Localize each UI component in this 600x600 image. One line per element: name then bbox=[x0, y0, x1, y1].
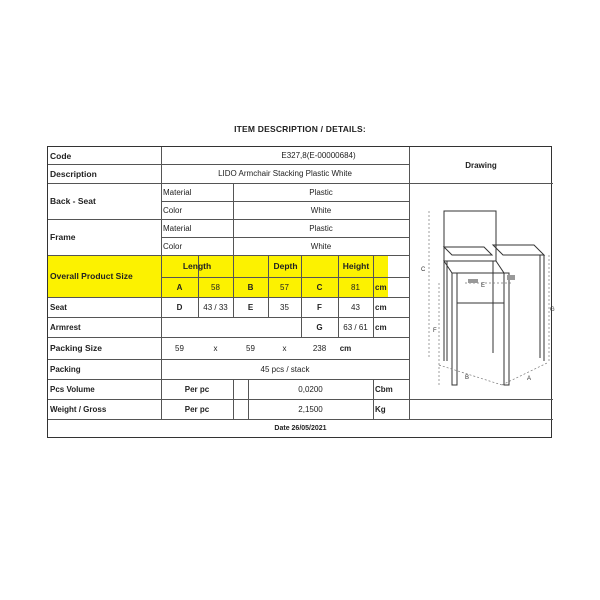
armrest-label: Armrest bbox=[50, 322, 81, 332]
weight-unit: Kg bbox=[375, 404, 386, 414]
pcs-volume-per: Per pc bbox=[184, 384, 210, 394]
chair-drawing bbox=[409, 183, 553, 399]
drawing-letter-e: E bbox=[481, 283, 486, 289]
code-label: Code bbox=[50, 150, 72, 161]
frame-material-label: Material bbox=[163, 223, 192, 233]
packing-size-height: 238 bbox=[312, 343, 327, 353]
weight-per: Per pc bbox=[184, 404, 210, 414]
pcs-volume-unit: Cbm bbox=[375, 384, 393, 394]
seat-unit: cm bbox=[375, 302, 387, 312]
dim-b-value: 57 bbox=[280, 282, 289, 292]
frame-label: Frame bbox=[50, 232, 76, 242]
back-seat-label: Back - Seat bbox=[50, 196, 96, 206]
drawing-label: Drawing bbox=[465, 160, 497, 170]
weight-label: Weight / Gross bbox=[50, 404, 107, 414]
dim-d-value: 43 / 33 bbox=[203, 302, 228, 312]
frame-color-label: Color bbox=[163, 241, 183, 251]
code-value: E327,8(E-00000684) bbox=[281, 151, 356, 160]
drawing-letter-b: B bbox=[465, 375, 470, 381]
overall-unit: cm bbox=[375, 282, 387, 292]
back-seat-material-label: Material bbox=[163, 187, 192, 197]
packing-label: Packing bbox=[50, 364, 81, 374]
overall-size-label: Overall Product Size bbox=[50, 271, 133, 281]
back-seat-color-value: White bbox=[310, 205, 332, 215]
dim-b-label: B bbox=[247, 282, 254, 292]
weight-value: 2,1500 bbox=[298, 404, 323, 414]
pcs-volume-value: 0,0200 bbox=[298, 384, 323, 394]
height-header: Height bbox=[342, 261, 370, 271]
pcs-volume-label: Pcs Volume bbox=[50, 384, 95, 394]
packing-size-x2: x bbox=[282, 343, 287, 353]
drawing-letter-a: A bbox=[527, 376, 532, 382]
description-value: LIDO Armchair Stacking Plastic White bbox=[218, 169, 352, 178]
dim-g-value: 63 / 61 bbox=[343, 322, 368, 332]
dim-c-label: C bbox=[316, 282, 323, 292]
spec-sheet bbox=[47, 146, 555, 438]
depth-header: Depth bbox=[273, 261, 298, 271]
dim-f-label: F bbox=[317, 302, 322, 312]
back-seat-material-value: Plastic bbox=[309, 187, 333, 197]
dim-g-label: G bbox=[316, 322, 323, 332]
packing-size-width: 59 bbox=[175, 343, 184, 353]
dim-f-value: 43 bbox=[351, 302, 360, 312]
packing-size-unit: cm bbox=[339, 343, 352, 353]
armrest-unit: cm bbox=[375, 322, 387, 332]
frame-color-value: White bbox=[310, 241, 332, 251]
dim-a-value: 58 bbox=[211, 282, 220, 292]
seat-label: Seat bbox=[50, 302, 67, 312]
frame-material-value: Plastic bbox=[309, 223, 333, 233]
dim-c-value: 81 bbox=[351, 282, 360, 292]
chair-diagram-svg bbox=[409, 183, 553, 399]
drawing-letter-g: G bbox=[550, 307, 555, 313]
packing-size-depth: 59 bbox=[246, 343, 255, 353]
dim-a-label: A bbox=[176, 282, 183, 292]
length-header: Length bbox=[182, 261, 212, 271]
dim-d-label: D bbox=[176, 302, 183, 312]
packing-value: 45 pcs / stack bbox=[260, 364, 310, 374]
dim-e-label: E bbox=[247, 302, 254, 312]
drawing-letter-c: C bbox=[421, 267, 426, 273]
packing-size-label: Packing Size bbox=[50, 343, 102, 353]
page-title: ITEM DESCRIPTION / DETAILS: bbox=[234, 124, 366, 134]
back-seat-color-label: Color bbox=[163, 205, 183, 215]
packing-size-x1: x bbox=[213, 343, 218, 353]
date-label: Date 26/05/2021 bbox=[274, 425, 327, 432]
dim-e-value: 35 bbox=[280, 302, 289, 312]
drawing-letter-f: F bbox=[433, 328, 437, 334]
description-label: Description bbox=[50, 168, 97, 179]
